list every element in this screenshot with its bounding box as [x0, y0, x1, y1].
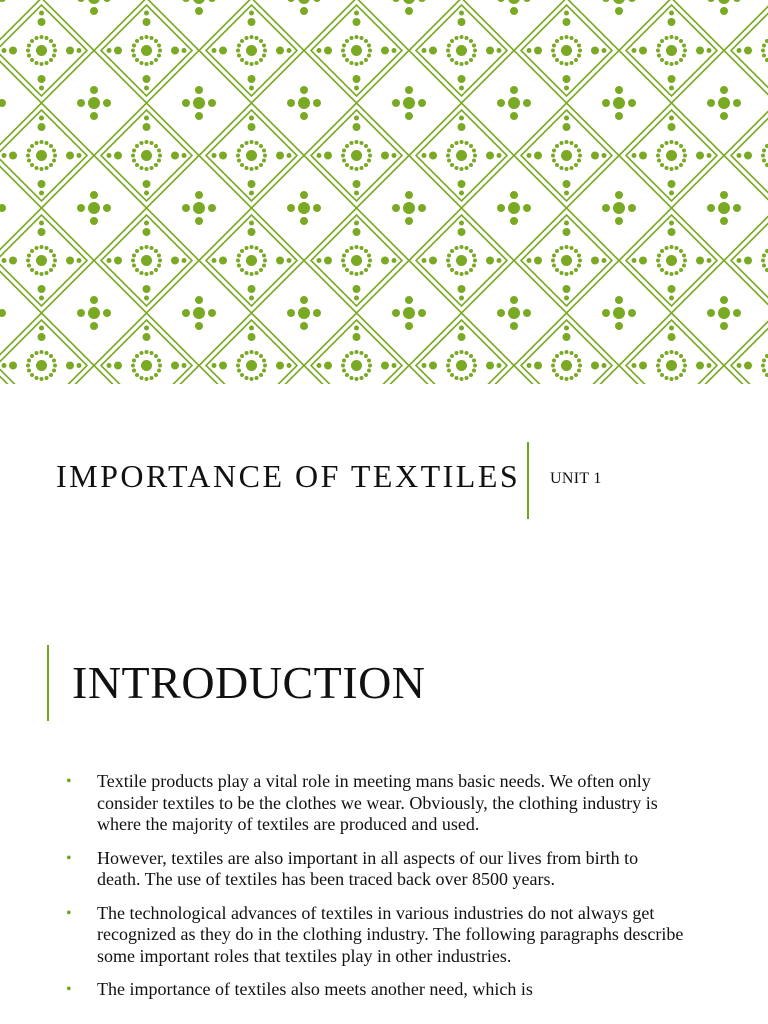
bullet-icon: •: [66, 904, 72, 922]
bullet-item: [66, 903, 686, 968]
title-slide-content: [0, 384, 768, 604]
bullet-icon: •: [66, 981, 72, 998]
vertical-divider: [527, 442, 529, 519]
bullet-item: [66, 848, 686, 891]
bullet-list: [66, 771, 686, 1013]
slide-subtitle: UNIT 1: [550, 470, 602, 487]
decorative-pattern-banner: [0, 0, 768, 384]
heading-accent-bar: [47, 645, 49, 721]
bullet-text: The technological advances of textiles in various industries do not always get recognized as they do in the clothing industry. The following paragraphs describe some important roles that textiles play in other industries.: [97, 902, 684, 966]
green-dot-pattern: [0, 0, 768, 384]
bullet-text: Textile products play a vital role in meeting mans basic needs. We often only consider textiles to be the clothes we wear. Obviously, the clothing industry is where the majority of textiles are produced and used.: [97, 771, 658, 834]
section-heading: INTRODUCTION: [72, 657, 426, 708]
bullet-text: The importance of textiles also meets another need, which is: [97, 979, 533, 999]
bullet-item: [66, 771, 686, 836]
bullet-icon: •: [66, 849, 72, 867]
bullet-item: [66, 979, 686, 1001]
slide-title: IMPORTANCE OF TEXTILES: [56, 458, 521, 494]
bullet-text: However, textiles are also important in all aspects of our lives from birth to death. The use of textiles has been traced back over 8500 years.: [97, 847, 639, 889]
bullet-icon: •: [66, 773, 72, 790]
